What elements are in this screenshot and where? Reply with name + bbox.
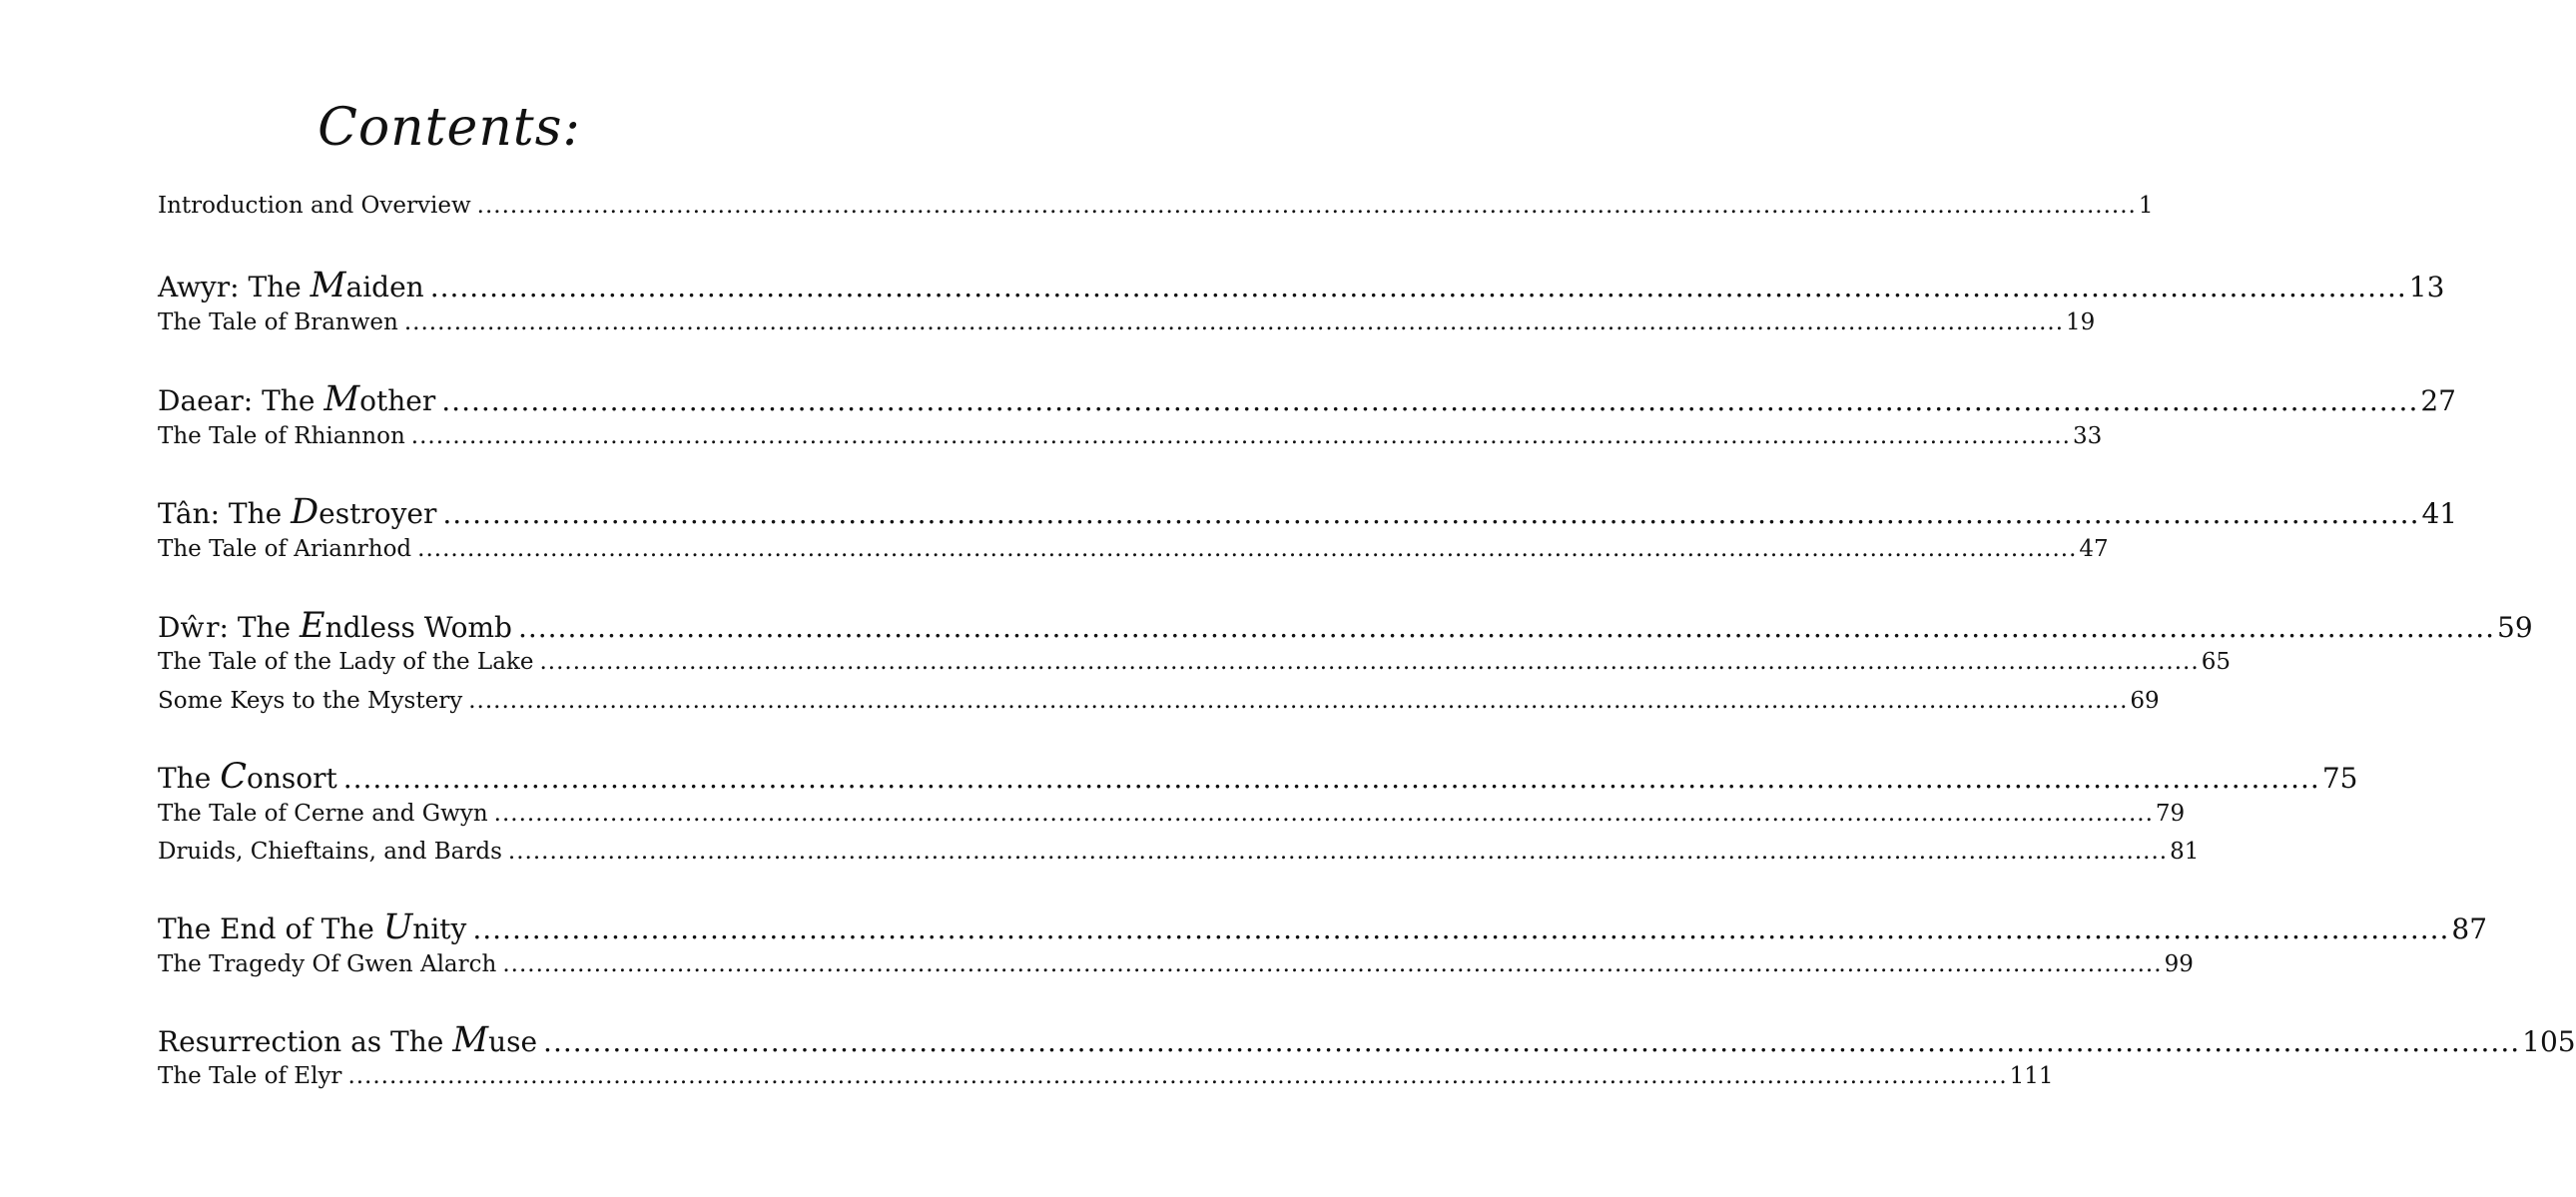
toc-entry-title-text-rest: estroyer [319, 497, 437, 530]
toc-entry-title [158, 951, 496, 977]
toc-entry-title-text: Dŵr: The [158, 611, 301, 644]
dot-leader: ........................................................................................................................................................................................................ [472, 912, 2450, 945]
toc-entry-title-text-rest: aiden [345, 271, 424, 303]
toc-entry-title [158, 801, 488, 827]
toc-entry-title [158, 649, 533, 675]
toc-entry-decorative-initial: M [310, 266, 346, 305]
toc-entry-title-text: Druids, Chieftains, and Bards [158, 839, 502, 865]
toc-entry-title [158, 688, 462, 714]
toc-entry-page-number: 69 [2130, 688, 2160, 714]
toc-entry-page-number: 1 [2138, 193, 2154, 219]
toc-entry-page-number: 105 [2522, 1025, 2576, 1058]
toc-entry-title-text: The Tale of Branwen [158, 309, 398, 335]
toc-entry-title [158, 907, 467, 947]
toc-entry-page-number: 99 [2164, 951, 2194, 977]
page-title: Contents: [318, 98, 581, 158]
dot-leader: ........................................................................................................................................................................................................ [502, 951, 2163, 977]
toc-entry-title [158, 193, 471, 219]
toc-entry-title-text-rest: ndless Womb [324, 611, 512, 644]
toc-entry-decorative-initial: M [323, 379, 360, 419]
toc-entry-decorative-initial: D [291, 492, 320, 532]
toc-entry-page-number: 27 [2420, 384, 2456, 417]
toc-entry-title-text: Daear: The [158, 384, 324, 417]
toc-entry [158, 379, 2456, 419]
toc-entry-decorative-initial: E [300, 606, 325, 646]
toc-entry [158, 801, 2186, 827]
toc-entry [158, 907, 2488, 947]
toc-entry-title [158, 379, 436, 419]
toc-entry-title [158, 309, 398, 335]
toc-entry-title-text: Tân: The [158, 497, 292, 530]
dot-leader: ........................................................................................................................................................................................................ [429, 271, 2407, 303]
dot-leader: ........................................................................................................................................................................................................ [543, 1025, 2521, 1058]
toc-entry [158, 492, 2458, 532]
toc-entry [158, 951, 2194, 977]
toc-entry-page-number: 13 [2408, 271, 2445, 303]
toc-entry-title-text: The End of The [158, 912, 383, 945]
toc-entry-decorative-initial: M [452, 1020, 489, 1060]
toc-entry [158, 757, 2358, 797]
toc-entry [158, 423, 2103, 449]
toc-entry-page-number: 47 [2079, 536, 2109, 562]
toc-entry-title-text: Introduction and Overview [158, 193, 471, 219]
toc-entry-page-number: 59 [2497, 611, 2533, 644]
dot-leader: ........................................................................................................................................................................................................ [507, 839, 2169, 865]
toc-entry-title-text: The Tale of Cerne and Gwyn [158, 801, 488, 827]
toc-entry-page-number: 79 [2155, 801, 2186, 827]
toc-entry [158, 606, 2533, 646]
dot-leader: ........................................................................................................................................................................................................ [417, 536, 2078, 562]
toc-entry-page-number: 111 [2009, 1063, 2054, 1089]
toc-entry-title-text: The Tale of Elyr [158, 1063, 342, 1089]
toc-entry-title [158, 536, 411, 562]
dot-leader: ........................................................................................................................................................................................................ [539, 649, 2200, 675]
dot-leader: ........................................................................................................................................................................................................ [517, 611, 2496, 644]
toc-entry [158, 1020, 2576, 1060]
toc-entry-title [158, 266, 424, 305]
dot-leader: ........................................................................................................................................................................................................ [410, 423, 2071, 449]
toc-entry-title [158, 492, 437, 532]
toc-entry [158, 649, 2231, 675]
toc-entry-title [158, 839, 502, 865]
dot-leader: ........................................................................................................................................................................................................ [476, 193, 2137, 219]
toc-entry-decorative-initial: U [382, 907, 413, 947]
toc-entry-page-number: 19 [2066, 309, 2096, 335]
toc-entry [158, 688, 2160, 714]
toc-entry-title [158, 1063, 341, 1089]
toc-entry-title-text: The [158, 762, 221, 795]
toc-entry-title [158, 606, 512, 646]
toc-entry-page-number: 75 [2321, 762, 2358, 795]
toc-entry-page-number: 87 [2451, 912, 2488, 945]
toc-entry-title-text-rest: onsort [246, 762, 337, 795]
toc-entry-title-text: Some Keys to the Mystery [158, 688, 463, 714]
toc-entry [158, 1063, 2054, 1089]
dot-leader: ........................................................................................................................................................................................................ [441, 384, 2419, 417]
toc-entry-title [158, 1020, 538, 1060]
toc-entry-title-text-rest: other [359, 384, 436, 417]
dot-leader: ........................................................................................................................................................................................................ [403, 309, 2065, 335]
toc-entry-title-text: The Tale of the Lady of the Lake [158, 649, 534, 675]
dot-leader: ........................................................................................................................................................................................................ [347, 1063, 2008, 1089]
toc-entry-title-text: Awyr: The [158, 271, 311, 303]
toc-entry-decorative-initial: C [220, 757, 247, 797]
toc-entry-title-text-rest: nity [412, 912, 467, 945]
dot-leader: ........................................................................................................................................................................................................ [468, 688, 2129, 714]
toc-entry-page-number: 41 [2421, 497, 2458, 530]
toc-entry-page-number: 33 [2073, 423, 2103, 449]
toc-entry-page-number: 65 [2201, 649, 2231, 675]
dot-leader: ........................................................................................................................................................................................................ [493, 801, 2154, 827]
toc-entry-title [158, 423, 405, 449]
toc-entry-title-text: The Tale of Rhiannon [158, 423, 405, 449]
toc-entry [158, 839, 2200, 865]
toc-entry-title-text: Resurrection as The [158, 1025, 453, 1058]
toc-entry-title [158, 757, 337, 797]
toc-entry [158, 536, 2109, 562]
dot-leader: ........................................................................................................................................................................................................ [342, 762, 2320, 795]
toc-entry [158, 266, 2445, 305]
toc-entry [158, 309, 2096, 335]
toc-entry [158, 193, 2154, 219]
dot-leader: ........................................................................................................................................................................................................ [442, 497, 2420, 530]
toc-entry-title-text: The Tale of Arianrhod [158, 536, 412, 562]
toc-entry-title-text-rest: use [488, 1025, 538, 1058]
toc-entry-page-number: 81 [2170, 839, 2200, 865]
toc-entry-title-text: The Tragedy Of Gwen Alarch [158, 951, 497, 977]
